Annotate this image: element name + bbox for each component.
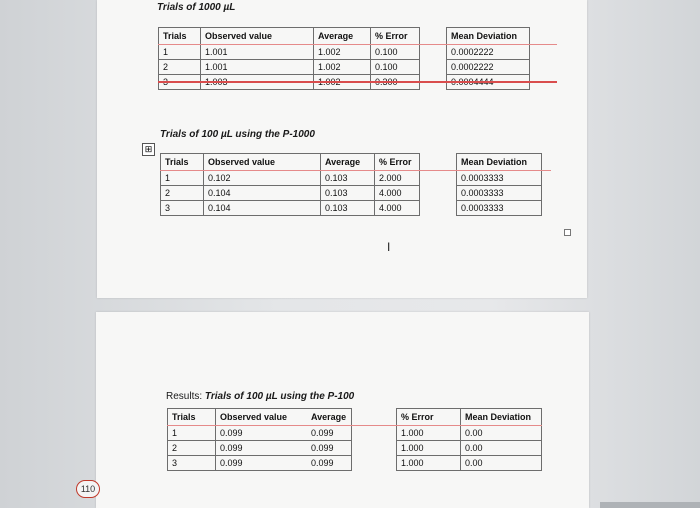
table2-gap — [420, 171, 457, 186]
table-cell[interactable]: 2.000 — [375, 171, 420, 186]
table3-header-average: Average — [307, 409, 352, 426]
table1-header-observed: Observed value — [201, 28, 314, 45]
table-row — [161, 201, 542, 216]
table-cell[interactable]: 0.0003333 — [457, 186, 542, 201]
table-cell[interactable]: 0.099 — [307, 426, 352, 441]
table-cell[interactable]: 1.000 — [397, 441, 461, 456]
table1-header-error: % Error — [371, 28, 420, 45]
table2-header-trials: Trials — [161, 154, 204, 171]
table-cell[interactable]: 0.0002222 — [447, 45, 530, 60]
table-cell[interactable]: 0.103 — [321, 171, 375, 186]
table-cell[interactable]: 1.000 — [397, 456, 461, 471]
table3-caption-prefix: Results: — [166, 391, 205, 402]
table2-gap — [420, 186, 457, 201]
table-move-handle-icon[interactable]: ⊞ — [142, 143, 155, 156]
table-row — [159, 45, 530, 60]
highlight-line — [158, 81, 557, 83]
table-row — [168, 426, 542, 441]
table-row — [159, 60, 530, 75]
table-cell[interactable]: 0.100 — [371, 45, 420, 60]
table2-gap — [420, 201, 457, 216]
table3-caption — [166, 391, 354, 402]
table-row — [161, 171, 542, 186]
table-cell[interactable]: 1.002 — [314, 45, 371, 60]
table-cell[interactable]: 2 — [159, 60, 201, 75]
table1-header-mean-deviation: Mean Deviation — [447, 28, 530, 45]
table3-header-error: % Error — [397, 409, 461, 426]
table2-caption: Trials of 100 µL using the P-1000 — [160, 129, 315, 140]
table2-header-observed: Observed value — [204, 154, 321, 171]
table-cell[interactable]: 1 — [168, 426, 216, 441]
table1-header-trials: Trials — [159, 28, 201, 45]
table-cell[interactable]: 0.104 — [204, 201, 321, 216]
text-cursor-icon: I — [387, 240, 391, 254]
table-cell[interactable]: 4.000 — [375, 201, 420, 216]
table-cell[interactable]: 2 — [161, 186, 204, 201]
table1-gap — [420, 45, 447, 60]
taskbar-strip — [600, 502, 700, 508]
table-cell[interactable]: 0.099 — [216, 426, 308, 441]
table2-header-error: % Error — [375, 154, 420, 171]
table3-gap — [352, 456, 397, 471]
table2-gap — [420, 154, 457, 171]
table1-caption: Trials of 1000 µL — [157, 2, 236, 13]
table-cell[interactable]: 0.099 — [216, 456, 308, 471]
table3-caption-title: Trials of 100 µL using the P-100 — [204, 391, 355, 402]
table-cell[interactable]: 1 — [159, 45, 201, 60]
table-cell[interactable]: 0.099 — [216, 441, 308, 456]
table-cell[interactable]: 1.000 — [397, 426, 461, 441]
table-cell[interactable]: 0.0002222 — [447, 60, 530, 75]
table3-header-trials: Trials — [168, 409, 216, 426]
table-cell[interactable]: 0.102 — [204, 171, 321, 186]
table-cell[interactable]: 4.000 — [375, 186, 420, 201]
table1-header-average: Average — [314, 28, 371, 45]
page-number-badge: 110 — [76, 480, 100, 498]
table-cell[interactable]: 0.103 — [321, 201, 375, 216]
table2[interactable] — [160, 153, 542, 216]
table-cell[interactable]: 0.104 — [204, 186, 321, 201]
table-cell[interactable]: 0.099 — [307, 456, 352, 471]
table1-gap — [420, 60, 447, 75]
table2-header-mean-deviation: Mean Deviation — [457, 154, 542, 171]
table-cell[interactable]: 0.00 — [461, 456, 542, 471]
highlight-line — [158, 44, 557, 45]
table3[interactable] — [167, 408, 542, 471]
table-row — [161, 186, 542, 201]
table3-header-mean-deviation: Mean Deviation — [461, 409, 542, 426]
table3-header-observed: Observed value — [216, 409, 308, 426]
table-cell[interactable]: 1.001 — [201, 45, 314, 60]
highlight-line — [167, 425, 542, 426]
table-cell[interactable]: 0.0003333 — [457, 171, 542, 186]
table-cell[interactable]: 0.100 — [371, 60, 420, 75]
table-cell[interactable]: 1.001 — [201, 60, 314, 75]
highlight-line — [160, 170, 551, 171]
table3-gap — [352, 409, 397, 426]
table3-gap — [352, 426, 397, 441]
table-cell[interactable]: 1.002 — [314, 60, 371, 75]
table-cell[interactable]: 3 — [168, 456, 216, 471]
table-cell[interactable]: 2 — [168, 441, 216, 456]
table1-gap — [420, 28, 447, 45]
table2-header-average: Average — [321, 154, 375, 171]
table-resize-handle-icon[interactable] — [564, 229, 571, 236]
table-cell[interactable]: 0.0003333 — [457, 201, 542, 216]
table-cell[interactable]: 0.099 — [307, 441, 352, 456]
table-cell[interactable]: 3 — [161, 201, 204, 216]
table-cell[interactable]: 0.103 — [321, 186, 375, 201]
table-row — [168, 456, 542, 471]
table-row — [168, 441, 542, 456]
table-cell[interactable]: 1 — [161, 171, 204, 186]
table-cell[interactable]: 0.00 — [461, 441, 542, 456]
table3-gap — [352, 441, 397, 456]
table-cell[interactable]: 0.00 — [461, 426, 542, 441]
